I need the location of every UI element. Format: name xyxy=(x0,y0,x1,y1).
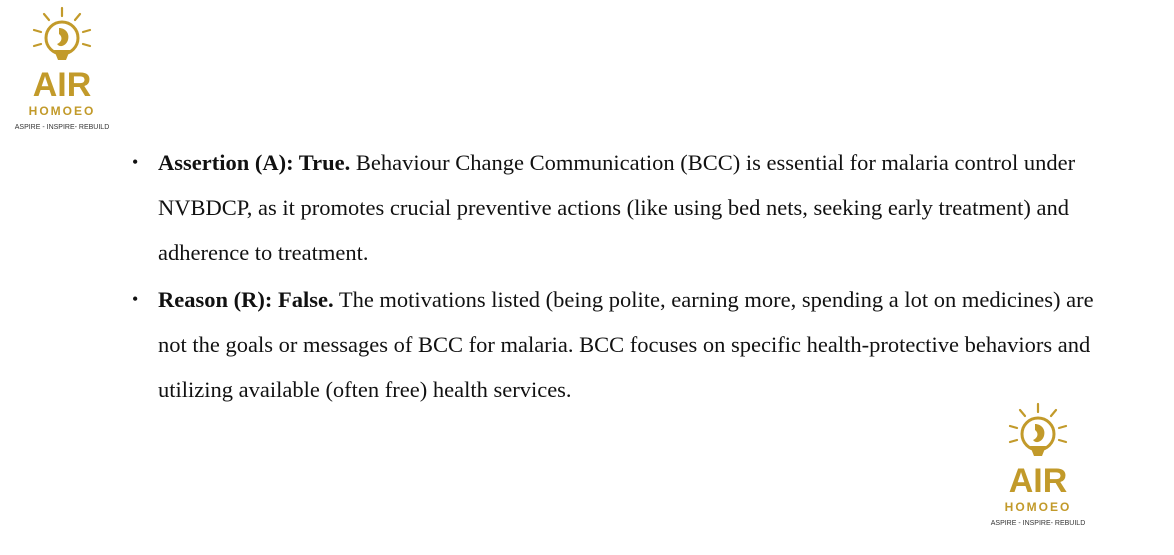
air-homoeo-logo-bottom xyxy=(986,400,1096,530)
slide-content xyxy=(130,140,1110,414)
logo-sub-text: HOMOEO xyxy=(28,104,96,118)
air-homoeo-logo-top xyxy=(10,4,120,134)
logo-brand-text: AIR xyxy=(1008,462,1068,500)
assertion-label: Assertion (A): True. xyxy=(158,150,351,175)
bullet-reason xyxy=(130,277,1110,412)
lightbulb-icon xyxy=(986,400,1096,530)
assertion-text: Behaviour Change Communication (BCC) is essential for malaria control under NVBDCP, as it promotes crucial preventive actions (like using bed nets, seeking early treatment) and adherence to treatment. xyxy=(158,150,1076,265)
bullet-dot-icon: • xyxy=(132,289,139,309)
logo-tagline-text: ASPIRE - INSPIRE- REBUILD xyxy=(14,124,110,131)
lightbulb-icon xyxy=(10,4,120,134)
logo-sub-text: HOMOEO xyxy=(1004,500,1072,514)
bullet-dot-icon: • xyxy=(132,152,139,172)
reason-label: Reason (R): False. xyxy=(158,287,334,312)
logo-tagline-text: ASPIRE - INSPIRE- REBUILD xyxy=(990,520,1086,527)
reason-text: The motivations listed (being polite, earning more, spending a lot on medicines) are not the goals or messages of BCC for malaria. BCC focuses on specific health-protective behaviors and utilizing available (often free) health services. xyxy=(158,287,1094,402)
bullet-assertion xyxy=(130,140,1110,275)
logo-brand-text: AIR xyxy=(32,66,92,104)
